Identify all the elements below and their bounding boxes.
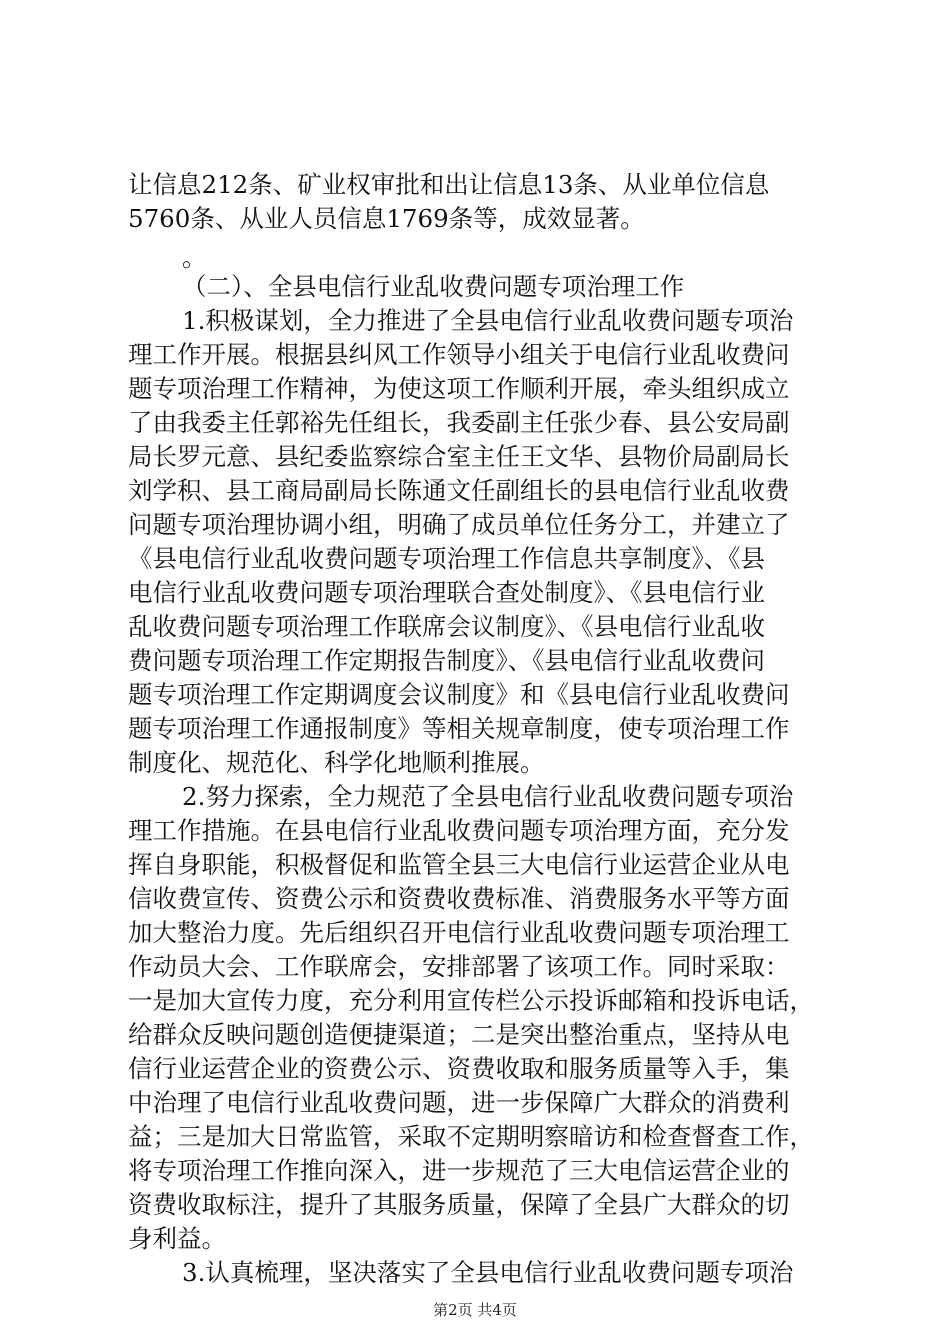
text-line: 挥自身职能，积极督促和监管全县三大电信行业运营企业从电 xyxy=(128,850,790,879)
text-line: 题专项治理工作定期调度会议制度》和《县电信行业乱收费问 xyxy=(128,680,790,709)
text-line: 理工作措施。在县电信行业乱收费问题专项治理方面，充分发 xyxy=(128,816,790,845)
text-line: 作动员大会、工作联席会，安排部署了该项工作。同时采取： xyxy=(128,952,790,981)
text-line: 将专项治理工作推向深入，进一步规范了三大电信运营企业的 xyxy=(128,1156,790,1185)
text-line: 3.认真梳理，坚决落实了全县电信行业乱收费问题专项治 xyxy=(182,1258,794,1287)
text-line: 1.积极谋划，全力推进了全县电信行业乱收费问题专项治 xyxy=(182,306,794,335)
text-line: 中治理了电信行业乱收费问题，进一步保障广大群众的消费利 xyxy=(128,1088,790,1117)
text-line: 局长罗元意、县纪委监察综合室主任王文华、县物价局副局长 xyxy=(128,442,790,471)
text-line: 信收费宣传、资费公示和资费收费标准、消费服务水平等方面 xyxy=(128,884,790,913)
text-line: 加大整治力度。先后组织召开电信行业乱收费问题专项治理工 xyxy=(128,918,790,947)
text-line: 益；三是加大日常监管，采取不定期明察暗访和检查督查工作， xyxy=(128,1122,814,1151)
page-footer: 第2页 共4页 xyxy=(433,1301,517,1319)
text-line: 题专项治理工作通报制度》等相关规章制度，使专项治理工作 xyxy=(128,714,790,743)
text-line: 身利益。 xyxy=(128,1224,226,1253)
text-line: 电信行业乱收费问题专项治理联合查处制度》、《县电信行业 xyxy=(128,578,765,607)
text-line: 费问题专项治理工作定期报告制度》、《县电信行业乱收费问 xyxy=(128,646,765,675)
text-line: 一是加大宣传力度，充分利用宣传栏公示投诉邮箱和投诉电话， xyxy=(128,986,814,1015)
text-line: 问题专项治理协调小组，明确了成员单位任务分工，并建立了 xyxy=(128,510,790,539)
text-line: 给群众反映问题创造便捷渠道；二是突出整治重点，坚持从电 xyxy=(128,1020,790,1049)
text-line: 《县电信行业乱收费问题专项治理工作信息共享制度》、《县 xyxy=(128,544,765,573)
text-line: 题专项治理工作精神，为使这项工作顺利开展，牵头组织成立 xyxy=(128,374,790,403)
text-line: 理工作开展。根据县纠风工作领导小组关于电信行业乱收费问 xyxy=(128,340,790,369)
text-line: 刘学积、县工商局副局长陈通文任副组长的县电信行业乱收费 xyxy=(128,476,790,505)
text-line: 让信息212条、矿业权审批和出让信息13条、从业单位信息 xyxy=(128,170,770,199)
text-line: 2.努力探索，全力规范了全县电信行业乱收费问题专项治 xyxy=(182,782,794,811)
text-line: 5760条、从业人员信息1769条等，成效显著。 xyxy=(128,204,645,233)
text-line: 资费收取标注，提升了其服务质量，保障了全县广大群众的切 xyxy=(128,1190,790,1219)
text-line: （二）、全县电信行业乱收费问题专项治理工作 xyxy=(182,272,685,301)
text-line: 了由我委主任郭裕先任组长，我委副主任张少春、县公安局副 xyxy=(128,408,790,437)
text-line: 信行业运营企业的资费公示、资费收取和服务质量等入手，集 xyxy=(128,1054,790,1083)
text-line: 制度化、规范化、科学化地顺利推展。 xyxy=(128,748,545,777)
text-line: 乱收费问题专项治理工作联席会议制度》、《县电信行业乱收 xyxy=(128,612,765,641)
text-line: 。 xyxy=(182,243,207,272)
